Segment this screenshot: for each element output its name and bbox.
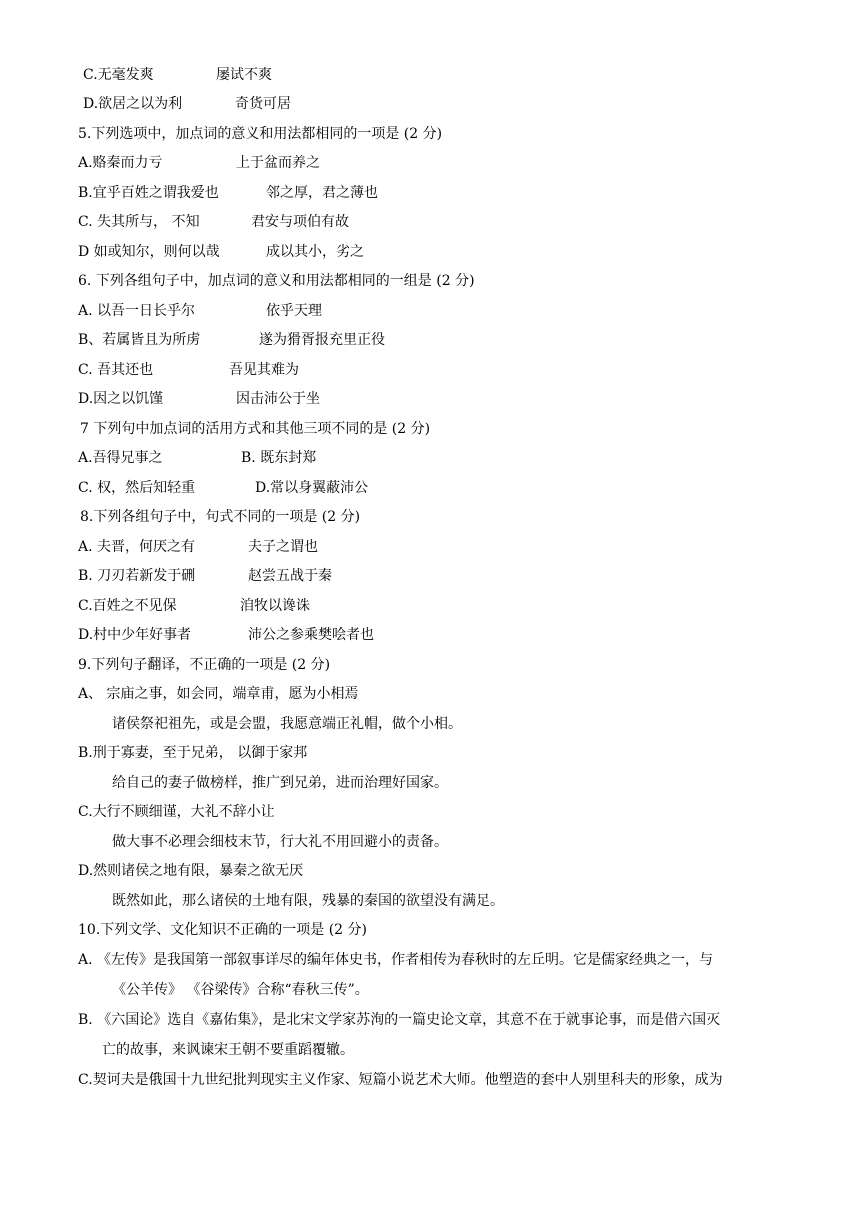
q5-option-b-right: 邻之厚，君之薄也 <box>266 185 378 201</box>
q8-option-a-right: 夫子之谓也 <box>248 539 318 555</box>
q8-option-d-left: D.村中少年好事者 <box>78 627 192 643</box>
q9-option-b-translation: 给自己的妻子做榜样，推广到兄弟，进而治理好国家。 <box>112 775 448 791</box>
q5-option-c-left: C. 失其所与， 不知 <box>78 214 200 230</box>
q6-option-d-left: D.因之以饥馑 <box>78 391 164 407</box>
q6-option-b-right: 遂为猾胥报充里正役 <box>259 332 385 348</box>
question-8: 8.下列各组句子中，句式不同的一项是 (2 分) <box>80 509 361 525</box>
q10-option-a-line2: 《公羊传》 《谷梁传》合称“春秋三传”。 <box>112 982 369 998</box>
question-5: 5.下列选项中，加点词的意义和用法都相同的一项是 (2 分) <box>78 126 443 142</box>
q8-option-d-right: 沛公之参乘樊哙者也 <box>248 627 374 643</box>
option-c-left: C.无毫发爽 <box>83 67 154 83</box>
q7-option-c: C. 权，然后知轻重 <box>78 480 196 496</box>
q8-option-c-right: 洎牧以谗诛 <box>240 598 310 614</box>
q5-option-a-left: A.赂秦而力亏 <box>78 155 163 171</box>
option-c-right: 屡试不爽 <box>216 67 272 83</box>
q10-option-b-line2: 亡的故事，来讽谏宋王朝不要重蹈覆辙。 <box>102 1042 354 1058</box>
q6-option-a-left: A. 以吾一日长乎尔 <box>78 303 196 319</box>
q9-option-d: D.然则诸侯之地有限，暴秦之欲无厌 <box>78 863 304 879</box>
q8-option-b-right: 赵尝五战于秦 <box>248 568 332 584</box>
q5-option-b-left: B.宜乎百姓之谓我爱也 <box>78 185 219 201</box>
q9-option-b: B.刑于寡妻，至于兄弟， 以御于家邦 <box>78 745 308 761</box>
option-d-left: D.欲居之以为利 <box>83 96 183 112</box>
q5-option-c-right: 君安与项伯有故 <box>251 214 349 230</box>
q7-option-d: D.常以身翼蔽沛公 <box>255 480 369 496</box>
q9-option-a: A、 宗庙之事，如会同，端章甫，愿为小相焉 <box>78 686 359 702</box>
q7-option-b: B. 既东封郑 <box>241 450 317 466</box>
q5-option-d-left: D 如或知尔，则何以哉 <box>78 244 220 260</box>
q9-option-a-translation: 诸侯祭祀祖先，或是会盟，我愿意端正礼帽，做个小相。 <box>112 716 462 732</box>
q5-option-d-right: 成以其小，劣之 <box>266 244 364 260</box>
q7-option-a: A.吾得兄事之 <box>78 450 163 466</box>
q6-option-b-left: B、若属皆且为所虏 <box>78 332 201 348</box>
q6-option-a-right: 依乎天理 <box>266 303 322 319</box>
q5-option-a-right: 上于盆而养之 <box>236 155 320 171</box>
q10-option-c-line1: C.契诃夫是俄国十九世纪批判现实主义作家、短篇小说艺术大师。他塑造的套中人别里科夫的形象，成为 <box>78 1072 723 1088</box>
question-6: 6. 下列各组句子中，加点词的意义和用法都相同的一组是 (2 分) <box>78 273 475 289</box>
option-d-right: 奇货可居 <box>235 96 291 112</box>
q10-option-b-line1: B. 《六国论》选自《嘉佑集》，是北宋文学家苏洵的一篇史论文章，其意不在于就事论事，而是借六国灭 <box>78 1012 721 1028</box>
q9-option-c-translation: 做大事不必理会细枝末节，行大礼不用回避小的责备。 <box>112 834 448 850</box>
q6-option-c-left: C. 吾其还也 <box>78 362 154 378</box>
q8-option-b-left: B. 刀刃若新发于硎 <box>78 568 196 584</box>
q8-option-a-left: A. 夫晋，何厌之有 <box>78 539 196 555</box>
q6-option-d-right: 因击沛公于坐 <box>236 391 320 407</box>
q9-option-c: C.大行不顾细谨，大礼不辞小让 <box>78 804 275 820</box>
question-9: 9.下列句子翻译，不正确的一项是 (2 分) <box>78 657 331 673</box>
q9-option-d-translation: 既然如此，那么诸侯的土地有限，残暴的秦国的欲望没有满足。 <box>112 893 504 909</box>
q8-option-c-left: C.百姓之不见保 <box>78 598 177 614</box>
q6-option-c-right: 吾见其难为 <box>229 362 299 378</box>
q10-option-a-line1: A. 《左传》是我国第一部叙事详尽的编年体史书，作者相传为春秋时的左丘明。它是儒家经典之一，与 <box>78 952 714 968</box>
question-10: 10.下列文学、文化知识不正确的一项是 (2 分) <box>78 922 367 938</box>
question-7: 7 下列句中加点词的活用方式和其他三项不同的是 (2 分) <box>80 421 431 437</box>
